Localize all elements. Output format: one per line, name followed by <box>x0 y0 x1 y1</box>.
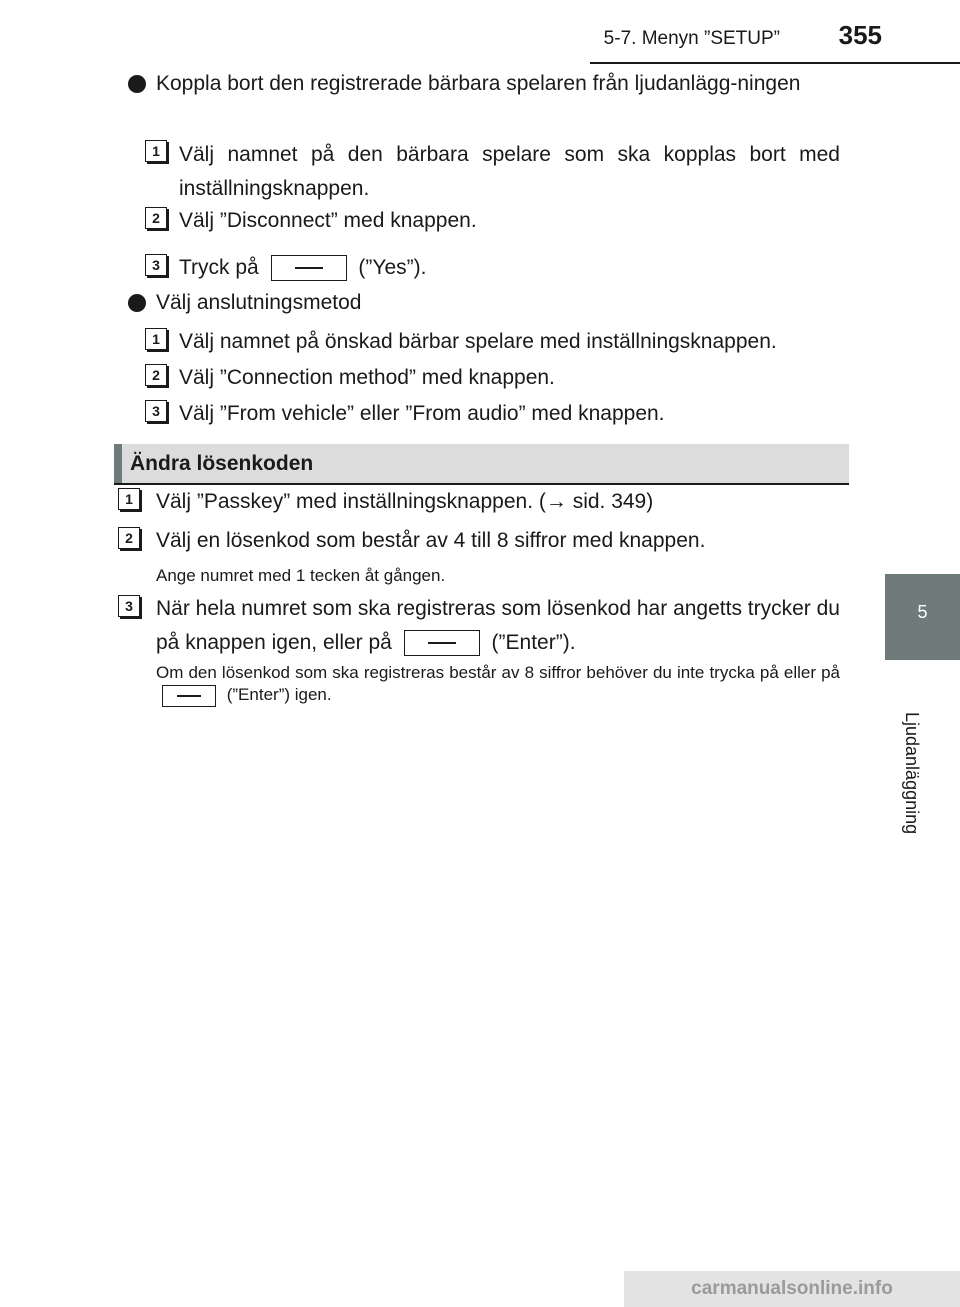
step-text: Tryck på <box>179 256 259 279</box>
page-header <box>0 18 960 68</box>
section-title: 5-7. Menyn ”SETUP” <box>603 28 780 49</box>
step-number-box: 3 <box>118 595 140 617</box>
connection-step-3 <box>179 397 840 431</box>
step-text: Välj en lösenkod som består av 4 till 8 siffror med knappen. <box>156 529 706 552</box>
step-number-box: 2 <box>118 527 140 549</box>
step-text: Välj ”From vehicle” eller ”From audio” med knappen. <box>179 402 665 425</box>
bullet-icon <box>128 294 146 312</box>
step-text: Välj namnet på den bärbara spelare som ska kopplas bort med inställningsknappen. <box>179 143 840 200</box>
step-text: (”Yes”). <box>358 256 427 279</box>
step-text: Välj ”Disconnect” med knappen. <box>179 209 477 232</box>
connection-step-1 <box>179 325 849 359</box>
passkey-step-2-note <box>156 565 840 587</box>
bullet-icon <box>128 75 146 93</box>
chapter-label: Ljudanläggning <box>902 712 922 835</box>
connection-step-2 <box>179 361 840 395</box>
step-number-box: 1 <box>145 140 167 162</box>
passkey-step-1 <box>156 485 840 519</box>
step-text: När hela numret som ska registreras som lösenkod har angetts trycker du på knappen igen, eller på <box>156 597 840 654</box>
header-rule <box>590 62 960 64</box>
yes-button-icon <box>271 255 347 281</box>
enter-button-icon <box>404 630 480 656</box>
step-number-box: 1 <box>118 488 140 510</box>
note-text: Om den lösenkod som ska registreras består av 8 siffror behöver du inte trycka på eller på <box>156 663 840 682</box>
section-heading <box>114 444 849 485</box>
watermark: carmanualsonline.info <box>624 1271 960 1307</box>
enter-button-icon <box>162 685 216 707</box>
section-accent-bar <box>114 444 122 483</box>
note-text: (”Enter”) igen. <box>226 685 332 704</box>
chapter-tab <box>885 574 960 660</box>
step-text: Välj ”Passkey” med inställningsknappen. (→ sid. 349) <box>156 490 654 513</box>
step-text: (”Enter”). <box>491 631 576 654</box>
page-number: 355 <box>838 20 882 50</box>
step-text: Välj namnet på önskad bärbar spelare med inställningsknappen. <box>179 330 777 353</box>
step-text: Välj ”Connection method” med knappen. <box>179 366 555 389</box>
step-number-box: 3 <box>145 254 167 276</box>
step-number-box: 2 <box>145 364 167 386</box>
disconnect-step-1 <box>179 138 840 206</box>
section-heading-text: Ändra lösenkoden <box>130 452 314 475</box>
passkey-step-2 <box>156 524 840 558</box>
bullet-text: Koppla bort den registrerade bärbara spelaren från ljudanlägg-ningen <box>156 72 801 95</box>
note-text: Ange numret med 1 tecken åt gången. <box>156 566 446 585</box>
passkey-step-3-note <box>156 662 840 707</box>
bullet-disconnect <box>156 67 840 101</box>
bullet-connection <box>156 286 840 320</box>
step-number-box: 2 <box>145 207 167 229</box>
step-number-box: 1 <box>145 328 167 350</box>
disconnect-step-3 <box>179 251 840 285</box>
bullet-text: Välj anslutningsmetod <box>156 291 362 314</box>
passkey-step-3 <box>156 592 840 660</box>
disconnect-step-2 <box>179 204 840 238</box>
chapter-number: 5 <box>917 602 928 622</box>
step-number-box: 3 <box>145 400 167 422</box>
